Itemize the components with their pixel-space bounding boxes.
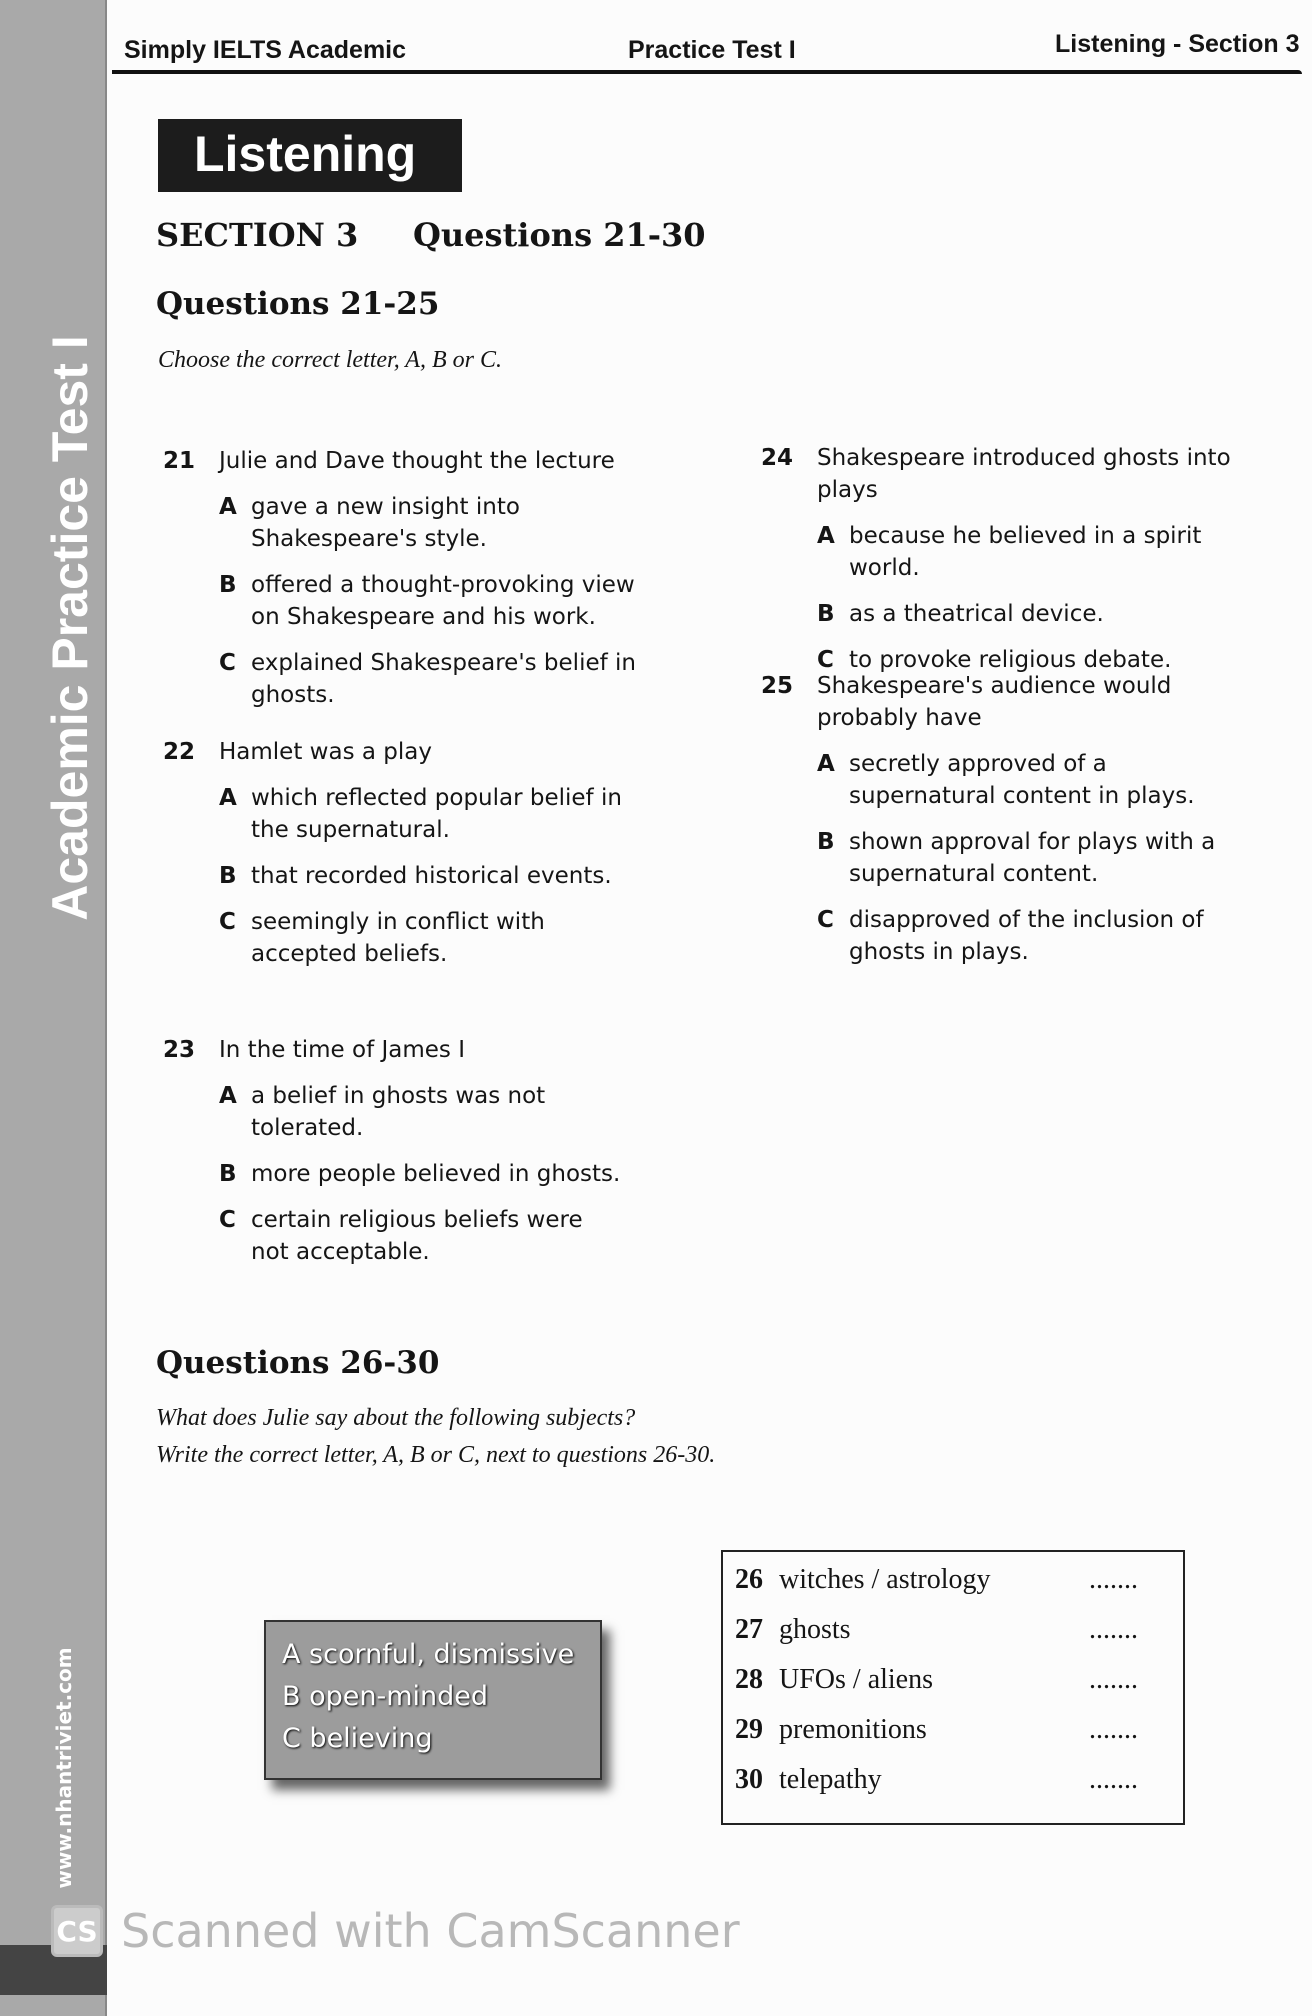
answer-option	[817, 748, 1251, 812]
option-text: because he believed in a spirit world.	[849, 523, 1202, 581]
answer-option	[219, 569, 653, 633]
answer-option	[219, 491, 653, 555]
option-c: C believing	[282, 1723, 433, 1754]
option-a: A scornful, dismissive	[282, 1639, 575, 1670]
question-stem: Shakespeare introduced ghosts into plays	[817, 445, 1231, 503]
header-test: Practice Test I	[628, 36, 796, 64]
answer-option	[219, 906, 623, 970]
answer-option	[219, 860, 623, 892]
option-b: B open-minded	[282, 1681, 489, 1712]
option-text: a belief in ghosts was not tolerated.	[251, 1083, 546, 1141]
option-text: seemingly in conflict with accepted beliefs.	[251, 909, 545, 967]
section-questions: Questions 21-30	[413, 216, 706, 254]
matching-subject: UFOs / aliens	[779, 1664, 933, 1695]
answer-option	[219, 1080, 623, 1144]
option-text: which reflected popular belief in the supernatural.	[251, 785, 622, 843]
matching-row	[735, 1564, 1183, 1614]
option-letter: A	[219, 1083, 237, 1109]
matching-number: 30	[735, 1764, 763, 1795]
question-number: 24	[761, 445, 794, 471]
answer-option	[219, 782, 623, 846]
question-number: 22	[163, 739, 196, 765]
part2-instruction-2: Write the correct letter, A, B or C, next to questions 26-30.	[156, 1442, 716, 1468]
option-letter: C	[817, 647, 834, 673]
question-25	[761, 670, 1251, 968]
option-letter: C	[219, 650, 236, 676]
camscanner-watermark	[51, 1904, 740, 1958]
option-text: certain religious beliefs were not acceptable.	[251, 1207, 583, 1265]
option-text: as a theatrical device.	[849, 601, 1104, 627]
question-number: 23	[163, 1037, 196, 1063]
option-letter: A	[219, 785, 237, 811]
camscanner-logo-icon: CS	[51, 1905, 103, 1957]
answer-option	[817, 904, 1251, 968]
option-text: disapproved of the inclusion of ghosts in plays.	[849, 907, 1204, 965]
part1-heading: Questions 21-25	[156, 286, 440, 322]
matching-row	[735, 1714, 1183, 1764]
question-number: 21	[163, 448, 196, 474]
option-letter: B	[817, 601, 835, 627]
header-section: Listening - Section 3	[1055, 30, 1300, 58]
question-21	[163, 445, 653, 711]
option-text: more people believed in ghosts.	[251, 1161, 621, 1187]
header-book-title: Simply IELTS Academic	[124, 36, 407, 64]
answer-blank[interactable]: .......	[1089, 1664, 1138, 1695]
matching-table	[721, 1550, 1185, 1825]
matching-number: 27	[735, 1614, 763, 1645]
answer-blank[interactable]: .......	[1089, 1764, 1138, 1795]
matching-subject: witches / astrology	[779, 1564, 991, 1595]
matching-row	[735, 1614, 1183, 1664]
answer-option	[219, 647, 653, 711]
question-22	[163, 736, 623, 970]
question-stem: Julie and Dave thought the lecture	[219, 448, 615, 474]
answer-blank[interactable]: .......	[1089, 1614, 1138, 1645]
question-23	[163, 1034, 623, 1268]
matching-row	[735, 1764, 1183, 1814]
question-number: 25	[761, 673, 794, 699]
header-rule	[112, 70, 1302, 74]
part2-instruction-1: What does Julie say about the following subjects?	[156, 1405, 636, 1431]
option-letter: B	[219, 863, 237, 889]
option-letter: C	[219, 909, 236, 935]
option-text: explained Shakespeare's belief in ghosts.	[251, 650, 636, 708]
question-stem: In the time of James I	[219, 1037, 465, 1063]
question-24	[761, 442, 1251, 676]
answer-option	[817, 826, 1251, 890]
question-stem: Hamlet was a play	[219, 739, 432, 765]
section-label: SECTION 3	[156, 216, 359, 254]
answer-option	[817, 598, 1251, 630]
option-text: that recorded historical events.	[251, 863, 612, 889]
option-letter: A	[817, 751, 835, 777]
option-letter: A	[219, 494, 237, 520]
matching-subject: ghosts	[779, 1614, 851, 1645]
matching-number: 26	[735, 1564, 763, 1595]
answer-blank[interactable]: .......	[1089, 1714, 1138, 1745]
matching-subject: telepathy	[779, 1764, 882, 1795]
option-letter: B	[219, 1161, 237, 1187]
option-text: gave a new insight into Shakespeare's style.	[251, 494, 520, 552]
option-letter: B	[219, 572, 237, 598]
option-text: shown approval for plays with a supernatural content.	[849, 829, 1216, 887]
part2-heading: Questions 26-30	[156, 1345, 440, 1381]
option-letter: C	[817, 907, 834, 933]
matching-subject: premonitions	[779, 1714, 927, 1745]
watermark-text: Scanned with CamScanner	[121, 1904, 740, 1958]
sidebar-url: www.nhantriviet.com	[52, 1647, 76, 1889]
answer-option	[219, 1158, 623, 1190]
matching-number: 29	[735, 1714, 763, 1745]
answer-blank[interactable]: .......	[1089, 1564, 1138, 1595]
part1-instruction: Choose the correct letter, A, B or C.	[158, 347, 502, 373]
option-text: to provoke religious debate.	[849, 647, 1172, 673]
matching-row	[735, 1664, 1183, 1714]
answer-option	[817, 520, 1251, 584]
matching-number: 28	[735, 1664, 763, 1695]
listening-banner: Listening	[158, 119, 462, 192]
option-letter: C	[219, 1207, 236, 1233]
sidebar-title: Academic Practice Test I	[42, 335, 98, 921]
options-box	[264, 1620, 602, 1780]
option-letter: A	[817, 523, 835, 549]
answer-option	[219, 1204, 623, 1268]
option-text: offered a thought-provoking view on Shakespeare and his work.	[251, 572, 635, 630]
option-text: secretly approved of a supernatural content in plays.	[849, 751, 1195, 809]
option-letter: B	[817, 829, 835, 855]
question-stem: Shakespeare's audience would probably have	[817, 673, 1172, 731]
